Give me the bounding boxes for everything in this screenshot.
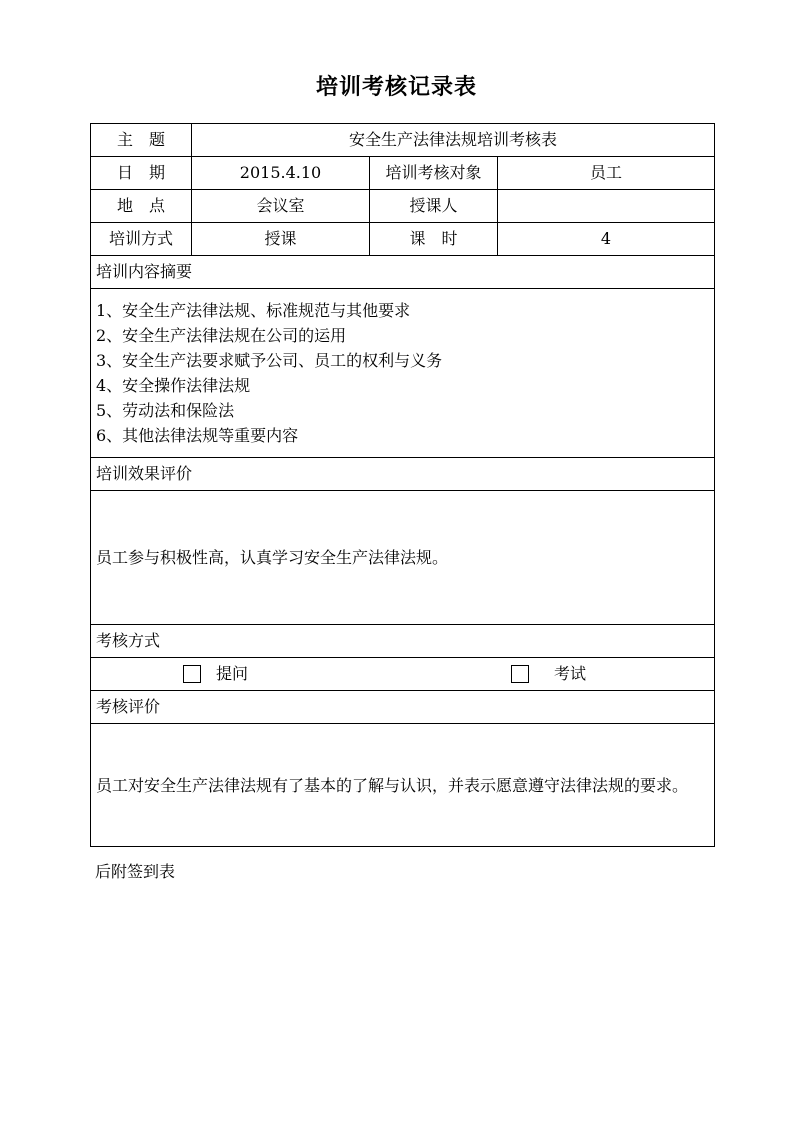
row-assessment-options: [91, 658, 715, 691]
row-content-body: [91, 289, 715, 458]
method-label: 培训方式: [91, 223, 192, 256]
method-value: 授课: [192, 223, 370, 256]
row-assessment-eval-heading: [91, 691, 715, 724]
assessment-evaluation-heading: 考核评价: [91, 691, 715, 724]
exam-option-label: 考试: [554, 664, 587, 683]
question-option-label: 提问: [216, 664, 249, 683]
location-label: 地 点: [91, 190, 192, 223]
exam-checkbox[interactable]: [511, 665, 529, 683]
training-record-table: [90, 123, 715, 847]
subject-value: 安全生产法律法规培训考核表: [192, 124, 715, 157]
attachment-note: 后附签到表: [95, 862, 176, 881]
list-item: 5、劳动法和保险法: [96, 401, 235, 420]
row-content-heading: [91, 256, 715, 289]
row-subject: [91, 124, 715, 157]
document-title: 培训考核记录表: [315, 75, 477, 100]
target-label: 培训考核对象: [370, 157, 498, 190]
assessment-options-cell: [91, 658, 715, 691]
location-value: 会议室: [192, 190, 370, 223]
assessment-evaluation-cell: [91, 724, 715, 847]
assessment-evaluation-text: 员工对安全生产法律法规有了基本的了解与认识，并表示愿意遵守法律法规的要求。: [96, 775, 689, 795]
row-training-eval-body: [91, 491, 715, 625]
instructor-label: 授课人: [370, 190, 498, 223]
list-item: 2、安全生产法律法规在公司的运用: [96, 326, 347, 345]
list-item: 6、其他法律法规等重要内容: [96, 426, 299, 445]
row-assessment-eval-body: [91, 724, 715, 847]
content-summary-list: [91, 289, 715, 458]
row-date-target: [91, 157, 715, 190]
list-item: 1、安全生产法律法规、标准规范与其他要求: [96, 301, 411, 320]
row-training-eval-heading: [91, 458, 715, 491]
row-location-instructor: [91, 190, 715, 223]
date-value: 2015.4.10: [192, 157, 370, 190]
training-evaluation-text: 员工参与积极性高，认真学习安全生产法律法规。: [96, 548, 449, 567]
row-method-hours: [91, 223, 715, 256]
assessment-method-heading: 考核方式: [91, 625, 715, 658]
content-summary-heading: 培训内容摘要: [91, 256, 715, 289]
subject-label: 主 题: [91, 124, 192, 157]
training-evaluation-cell: [91, 491, 715, 625]
hours-value: 4: [498, 223, 715, 256]
date-label: 日 期: [91, 157, 192, 190]
row-assessment-method-heading: [91, 625, 715, 658]
training-evaluation-heading: 培训效果评价: [91, 458, 715, 491]
target-value: 员工: [498, 157, 715, 190]
list-item: 4、安全操作法律法规: [96, 376, 251, 395]
hours-label: 课 时: [370, 223, 498, 256]
list-item: 3、安全生产法要求赋予公司、员工的权利与义务: [96, 351, 443, 370]
instructor-value: [498, 190, 715, 223]
question-checkbox[interactable]: [183, 665, 201, 683]
